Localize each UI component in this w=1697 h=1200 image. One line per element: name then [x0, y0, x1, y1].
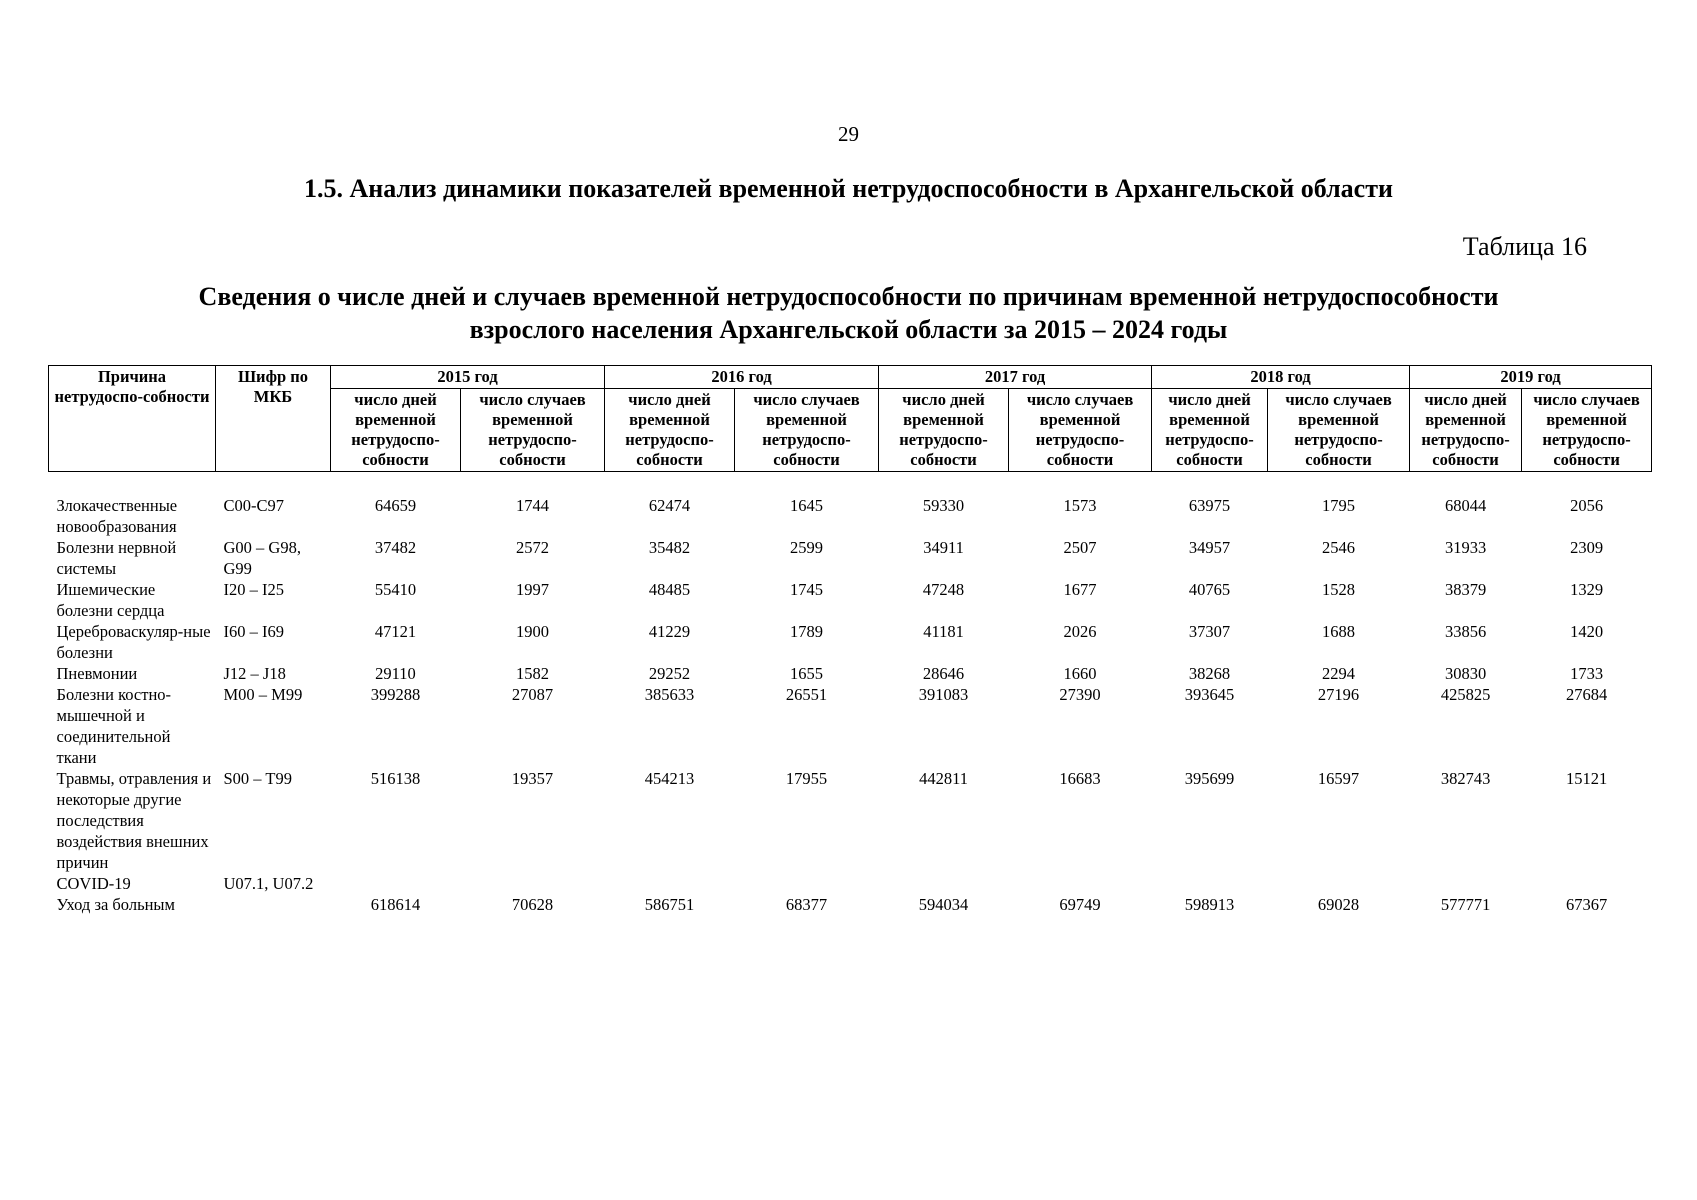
- cell-cases: 1733: [1570, 664, 1604, 683]
- cell-cases: 2309: [1570, 538, 1604, 557]
- cell-code: J12 – J18: [223, 664, 286, 683]
- table-row: [49, 873, 1652, 894]
- cell-cases: 68377: [785, 895, 828, 914]
- cell-cases: 70628: [511, 895, 554, 914]
- cell-cases: 15121: [1565, 769, 1608, 788]
- cell-cause: Ишемические болезни сердца: [56, 580, 165, 620]
- table-title-line-2: взрослого населения Архангельской области за 2015 – 2024 годы: [469, 315, 1228, 344]
- cell-cause: Болезни нервной системы: [56, 538, 177, 578]
- table-number: Таблица 16: [1462, 232, 1587, 261]
- cell-cases: 1677: [1063, 580, 1097, 599]
- header-year: 2015 год: [331, 366, 605, 389]
- cell-days: 30830: [1444, 664, 1487, 683]
- cell-code: [216, 894, 331, 915]
- cell-days: 516138: [370, 769, 421, 788]
- table-row: [49, 579, 1652, 621]
- header-days: число дней временной нетрудоспо-собности: [879, 389, 1009, 472]
- cell-days: 33856: [1444, 622, 1487, 641]
- cell-cause: Злокачественные новообразования: [56, 496, 178, 536]
- cell-cases: 1582: [516, 664, 549, 683]
- cell-days: 40765: [1188, 580, 1231, 599]
- cell-cases: 27684: [1565, 685, 1608, 704]
- cell-code: С00-С97: [223, 496, 285, 515]
- cell-days: 35482: [648, 538, 691, 557]
- cell-cases: 1745: [790, 580, 824, 599]
- cell-cases: 67367: [1565, 895, 1608, 914]
- cell-code: S00 – T99: [223, 769, 292, 788]
- cell-days: 425825: [1440, 685, 1491, 704]
- cell-cases: 1528: [1322, 580, 1356, 599]
- cell-cases: 1997: [516, 580, 549, 599]
- header-year: 2018 год: [1152, 366, 1410, 389]
- cell-days: 442811: [919, 769, 968, 788]
- cell-days: [605, 873, 735, 894]
- cell-days: 395699: [1184, 769, 1235, 788]
- header-year: 2017 год: [879, 366, 1152, 389]
- page-number: 29: [838, 122, 859, 146]
- cell-cases: 16597: [1317, 769, 1360, 788]
- header-cause: Причина нетрудоспо-собности: [49, 366, 216, 472]
- cell-cases: [461, 873, 605, 894]
- table-title-line-1: Сведения о числе дней и случаев временной нетрудоспособности по причинам временной нетрудоспособности: [198, 282, 1499, 311]
- header-cases: число случаев временной нетрудоспо-собности: [461, 389, 605, 472]
- header-code: Шифр по МКБ: [216, 366, 331, 472]
- header-days: число дней временной нетрудоспо-собности: [605, 389, 735, 472]
- header-year: 2019 год: [1410, 366, 1652, 389]
- cell-cause: COVID-19: [56, 874, 131, 893]
- table-row: [49, 894, 1652, 915]
- cell-cases: [735, 873, 879, 894]
- cell-days: 399288: [370, 685, 421, 704]
- table-row: [49, 472, 1652, 538]
- cell-code: I60 – I69: [223, 622, 284, 641]
- cell-days: 28646: [922, 664, 965, 683]
- cell-cases: 1795: [1322, 496, 1356, 515]
- cell-days: 31933: [1444, 538, 1487, 557]
- cell-days: 29252: [648, 664, 691, 683]
- cell-cases: 2572: [516, 538, 549, 557]
- cell-days: 382743: [1440, 769, 1491, 788]
- cell-cases: 2546: [1322, 538, 1356, 557]
- cell-cases: 1900: [516, 622, 549, 641]
- header-cases: число случаев временной нетрудоспо-собности: [735, 389, 879, 472]
- cell-cases: [1009, 873, 1152, 894]
- cell-cases: 27196: [1317, 685, 1360, 704]
- cell-days: 64659: [374, 496, 417, 515]
- cell-days: 55410: [374, 580, 417, 599]
- cell-cases: 16683: [1059, 769, 1101, 788]
- table-row: [49, 621, 1652, 663]
- cell-cases: 17955: [785, 769, 828, 788]
- header-days: число дней временной нетрудоспо-собности: [1410, 389, 1522, 472]
- cell-cause: Цереброваскуляр-ные болезни: [56, 622, 211, 662]
- cell-cases: 26551: [785, 685, 828, 704]
- cell-days: 62474: [648, 496, 691, 515]
- cell-days: 68044: [1444, 496, 1487, 515]
- cell-cases: 1655: [790, 664, 824, 683]
- cell-cases: 2294: [1322, 664, 1356, 683]
- cell-cases: 2599: [790, 538, 824, 557]
- cell-days: 41229: [648, 622, 691, 641]
- cell-cases: 69749: [1059, 895, 1101, 914]
- cell-days: 37482: [374, 538, 417, 557]
- cell-cases: 27087: [511, 685, 554, 704]
- cell-cases: 2026: [1063, 622, 1097, 641]
- cell-days: [331, 873, 461, 894]
- cell-days: 29110: [375, 664, 416, 683]
- cell-days: 618614: [370, 895, 421, 914]
- cell-days: 454213: [644, 769, 695, 788]
- cell-cause: Болезни костно-мышечной и соединительной ткани: [56, 685, 172, 767]
- cell-days: 37307: [1188, 622, 1231, 641]
- cell-days: 59330: [922, 496, 965, 515]
- table-body: [49, 472, 1652, 916]
- cell-days: 598913: [1184, 895, 1235, 914]
- cell-days: 38379: [1444, 580, 1487, 599]
- table-row: [49, 684, 1652, 768]
- cell-days: 385633: [644, 685, 695, 704]
- data-table: [48, 365, 1652, 915]
- cell-code: I20 – I25: [223, 580, 284, 599]
- cell-cases: 19357: [511, 769, 554, 788]
- cell-days: 47121: [374, 622, 417, 641]
- cell-days: 41181: [923, 622, 964, 641]
- cell-days: 34911: [923, 538, 964, 557]
- cell-cases: 2507: [1063, 538, 1097, 557]
- cell-days: 47248: [922, 580, 965, 599]
- cell-cases: 1744: [516, 496, 549, 515]
- section-title: 1.5. Анализ динамики показателей временной нетрудоспособности в Архангельской области: [304, 174, 1393, 203]
- cell-days: 34957: [1188, 538, 1231, 557]
- table-row: [49, 663, 1652, 684]
- cell-days: 577771: [1440, 895, 1491, 914]
- cell-cases: [1268, 873, 1410, 894]
- cell-code: G00 – G98, G99: [223, 538, 301, 578]
- header-days: число дней временной нетрудоспо-собности: [331, 389, 461, 472]
- cell-days: 594034: [918, 895, 969, 914]
- cell-cases: 1645: [790, 496, 824, 515]
- header-year: 2016 год: [605, 366, 879, 389]
- cell-code: U07.1, U07.2: [223, 874, 314, 893]
- cell-cases: 1688: [1322, 622, 1356, 641]
- cell-cases: 2056: [1570, 496, 1604, 515]
- cell-days: [1410, 873, 1522, 894]
- cell-cause: Пневмонии: [56, 664, 138, 683]
- table-row: [49, 768, 1652, 873]
- cell-days: 48485: [648, 580, 691, 599]
- cell-days: 63975: [1188, 496, 1231, 515]
- header-days: число дней временной нетрудоспо-собности: [1152, 389, 1268, 472]
- cell-days: 393645: [1184, 685, 1235, 704]
- cell-days: 391083: [918, 685, 969, 704]
- cell-cases: 1420: [1570, 622, 1604, 641]
- header-cases: число случаев временной нетрудоспо-собности: [1522, 389, 1652, 472]
- cell-days: [879, 873, 1009, 894]
- cell-cause: Уход за больным: [56, 895, 175, 914]
- cell-days: 586751: [644, 895, 695, 914]
- cell-cases: 1573: [1063, 496, 1097, 515]
- table-header: [49, 366, 1652, 472]
- cell-cause: Травмы, отравления и некоторые другие последствия воздействия внешних причин: [56, 769, 212, 872]
- table-row: [49, 537, 1652, 579]
- cell-code: M00 – M99: [223, 685, 303, 704]
- table-title: [0, 280, 1697, 346]
- header-cases: число случаев временной нетрудоспо-собности: [1268, 389, 1410, 472]
- cell-cases: 27390: [1059, 685, 1101, 704]
- cell-cases: 1329: [1570, 580, 1604, 599]
- cell-days: [1152, 873, 1268, 894]
- cell-days: 38268: [1188, 664, 1231, 683]
- cell-cases: 69028: [1317, 895, 1360, 914]
- cell-cases: 1660: [1063, 664, 1097, 683]
- header-cases: число случаев временной нетрудоспо-собности: [1009, 389, 1152, 472]
- cell-cases: [1522, 873, 1652, 894]
- cell-cases: 1789: [790, 622, 824, 641]
